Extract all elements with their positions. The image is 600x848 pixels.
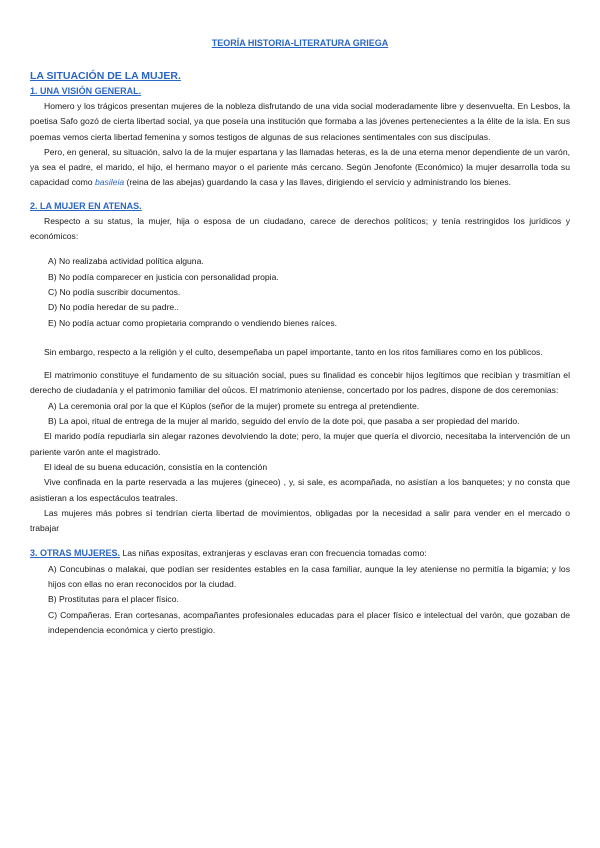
section-1-paragraph-1: Homero y los trágicos presentan mujeres de la nobleza disfrutando de una vida social moderadamente libre y desenvuelta. En Lesbos, la poetisa Safo gozó de cierta libertad social, ya que poseía una institución que formaba a las jóvenes pertenecientes a la élite de la isla. En sus poemas vemos cierta libertad femenina y somos testigos de algunas de sus relaciones sentimentales con sus discípulas. bbox=[30, 101, 570, 142]
section-2-heading: 2. LA MUJER EN ATENAS. bbox=[30, 200, 142, 211]
pobres-paragraph: Las mujeres más pobres sí tendrían cierta libertad de movimientos, obligadas por la necesidad a salir para vender en el mercado o trabajar bbox=[30, 507, 570, 534]
list-item: A) No realizaba actividad política alguna. bbox=[48, 256, 204, 267]
section-3-heading: 3. OTRAS MUJERES. bbox=[30, 548, 121, 559]
list-item: B) Prostitutas para el placer físico. bbox=[48, 594, 179, 605]
document-title: TEORÍA HISTORIA-LITERATURA GRIEGA bbox=[211, 38, 389, 48]
list-item: B) La apoi, ritual de entrega de la mujer al marido, seguido del envío de la dote poi, que pasaba a ser propiedad del marido. bbox=[48, 416, 520, 427]
restrictions-list bbox=[30, 254, 570, 330]
list-item: E) No podía actuar como propietaria comprando o vendiendo bienes raíces. bbox=[48, 317, 338, 328]
section-1-heading: 1. UNA VISIÓN GENERAL. bbox=[30, 86, 142, 96]
religion-paragraph: Sin embargo, respecto a la religión y el culto, desempeñaba un papel importante, tanto en los ritos familiares como en los públicos. bbox=[44, 346, 543, 357]
list-item: B) No podía comparecer en justicia con personalidad propia. bbox=[48, 271, 279, 282]
main-heading: LA SITUACIÓN DE LA MUJER. bbox=[30, 70, 181, 82]
marido-paragraph: El marido podía repudiarla sin alegar razones devolviendo la dote; pero, la mujer que quería el divorcio, necesitaba la intervención de un pariente varón ante el magistrado. bbox=[30, 431, 570, 457]
list-item: C) No podía suscribir documentos. bbox=[48, 286, 181, 297]
ceremonias-list bbox=[30, 399, 570, 430]
matrimonio-paragraph: El matrimonio constituye el fundamento de su situación social, pues su finalidad es concebir hijos legítimos que recibían y trasmitían el derecho de ciudadanía y el patrimonio familiar del ou̒cos. El matrimonio ateniense, concertado por los padres, dispone de dos ceremonias: bbox=[30, 370, 570, 396]
section-2-intro: Respecto a su status, la mujer, hija o esposa de un ciudadano, carece de derechos políticos; y tenía restringidos los jurídicos y económicos: bbox=[30, 215, 570, 242]
list-item: A) La ceremonia oral por la que el Kúplos (señor de la mujer) promete su entrega al pretendiente. bbox=[48, 400, 420, 411]
list-item: C) Compañeras. Eran cortesanas, acompañantes profesionales educadas para el placer físico e intelectual del varón, que gozaban de independencia económica y cierto prestigio. bbox=[48, 609, 570, 635]
ideal-paragraph: El ideal de su buena educación, consistía en la contención bbox=[44, 461, 268, 472]
section-3-intro-line bbox=[30, 546, 570, 561]
vive-paragraph: Vive confinada en la parte reservada a las mujeres (gineceo) , y, si sale, es acompañada, no asistían a los banquetes; y no consta que asistieran a los espectáculos teatrales. bbox=[30, 477, 570, 503]
section-1-paragraph-2-start: Pero, en general, su situación, salvo la de la mujer espartana y las llamadas heteras, es la de una eterna menor dependiente de un varón, ya sea el padre, el marido, el hijo, el hermano mayor o el pariente más cercano. Según Jenofonte (Económico) la mujer desarrolla toda su capacidad como bbox=[30, 146, 570, 188]
section-1-paragraph-2 bbox=[30, 145, 570, 191]
list-item: D) No podía heredar de su padre.. bbox=[48, 302, 179, 313]
section-3-intro: Las niñas expositas, extranjeras y esclavas eran con frecuencia tomadas como: bbox=[120, 548, 427, 559]
list-item: A) Concubinas o malakai, que podían ser residentes estables en la casa familiar, aunque la ley ateniense no permitía la bigamia; y los hijos con ellas no eran reconocidos por la ciudad. bbox=[48, 563, 570, 590]
otras-mujeres-list bbox=[30, 562, 570, 638]
basileia-term: basileia bbox=[94, 177, 125, 188]
section-1-paragraph-2-end: (reina de las abejas) guardando la casa y las llaves, dirigiendo el servicio y administrando los bienes. bbox=[124, 177, 512, 188]
